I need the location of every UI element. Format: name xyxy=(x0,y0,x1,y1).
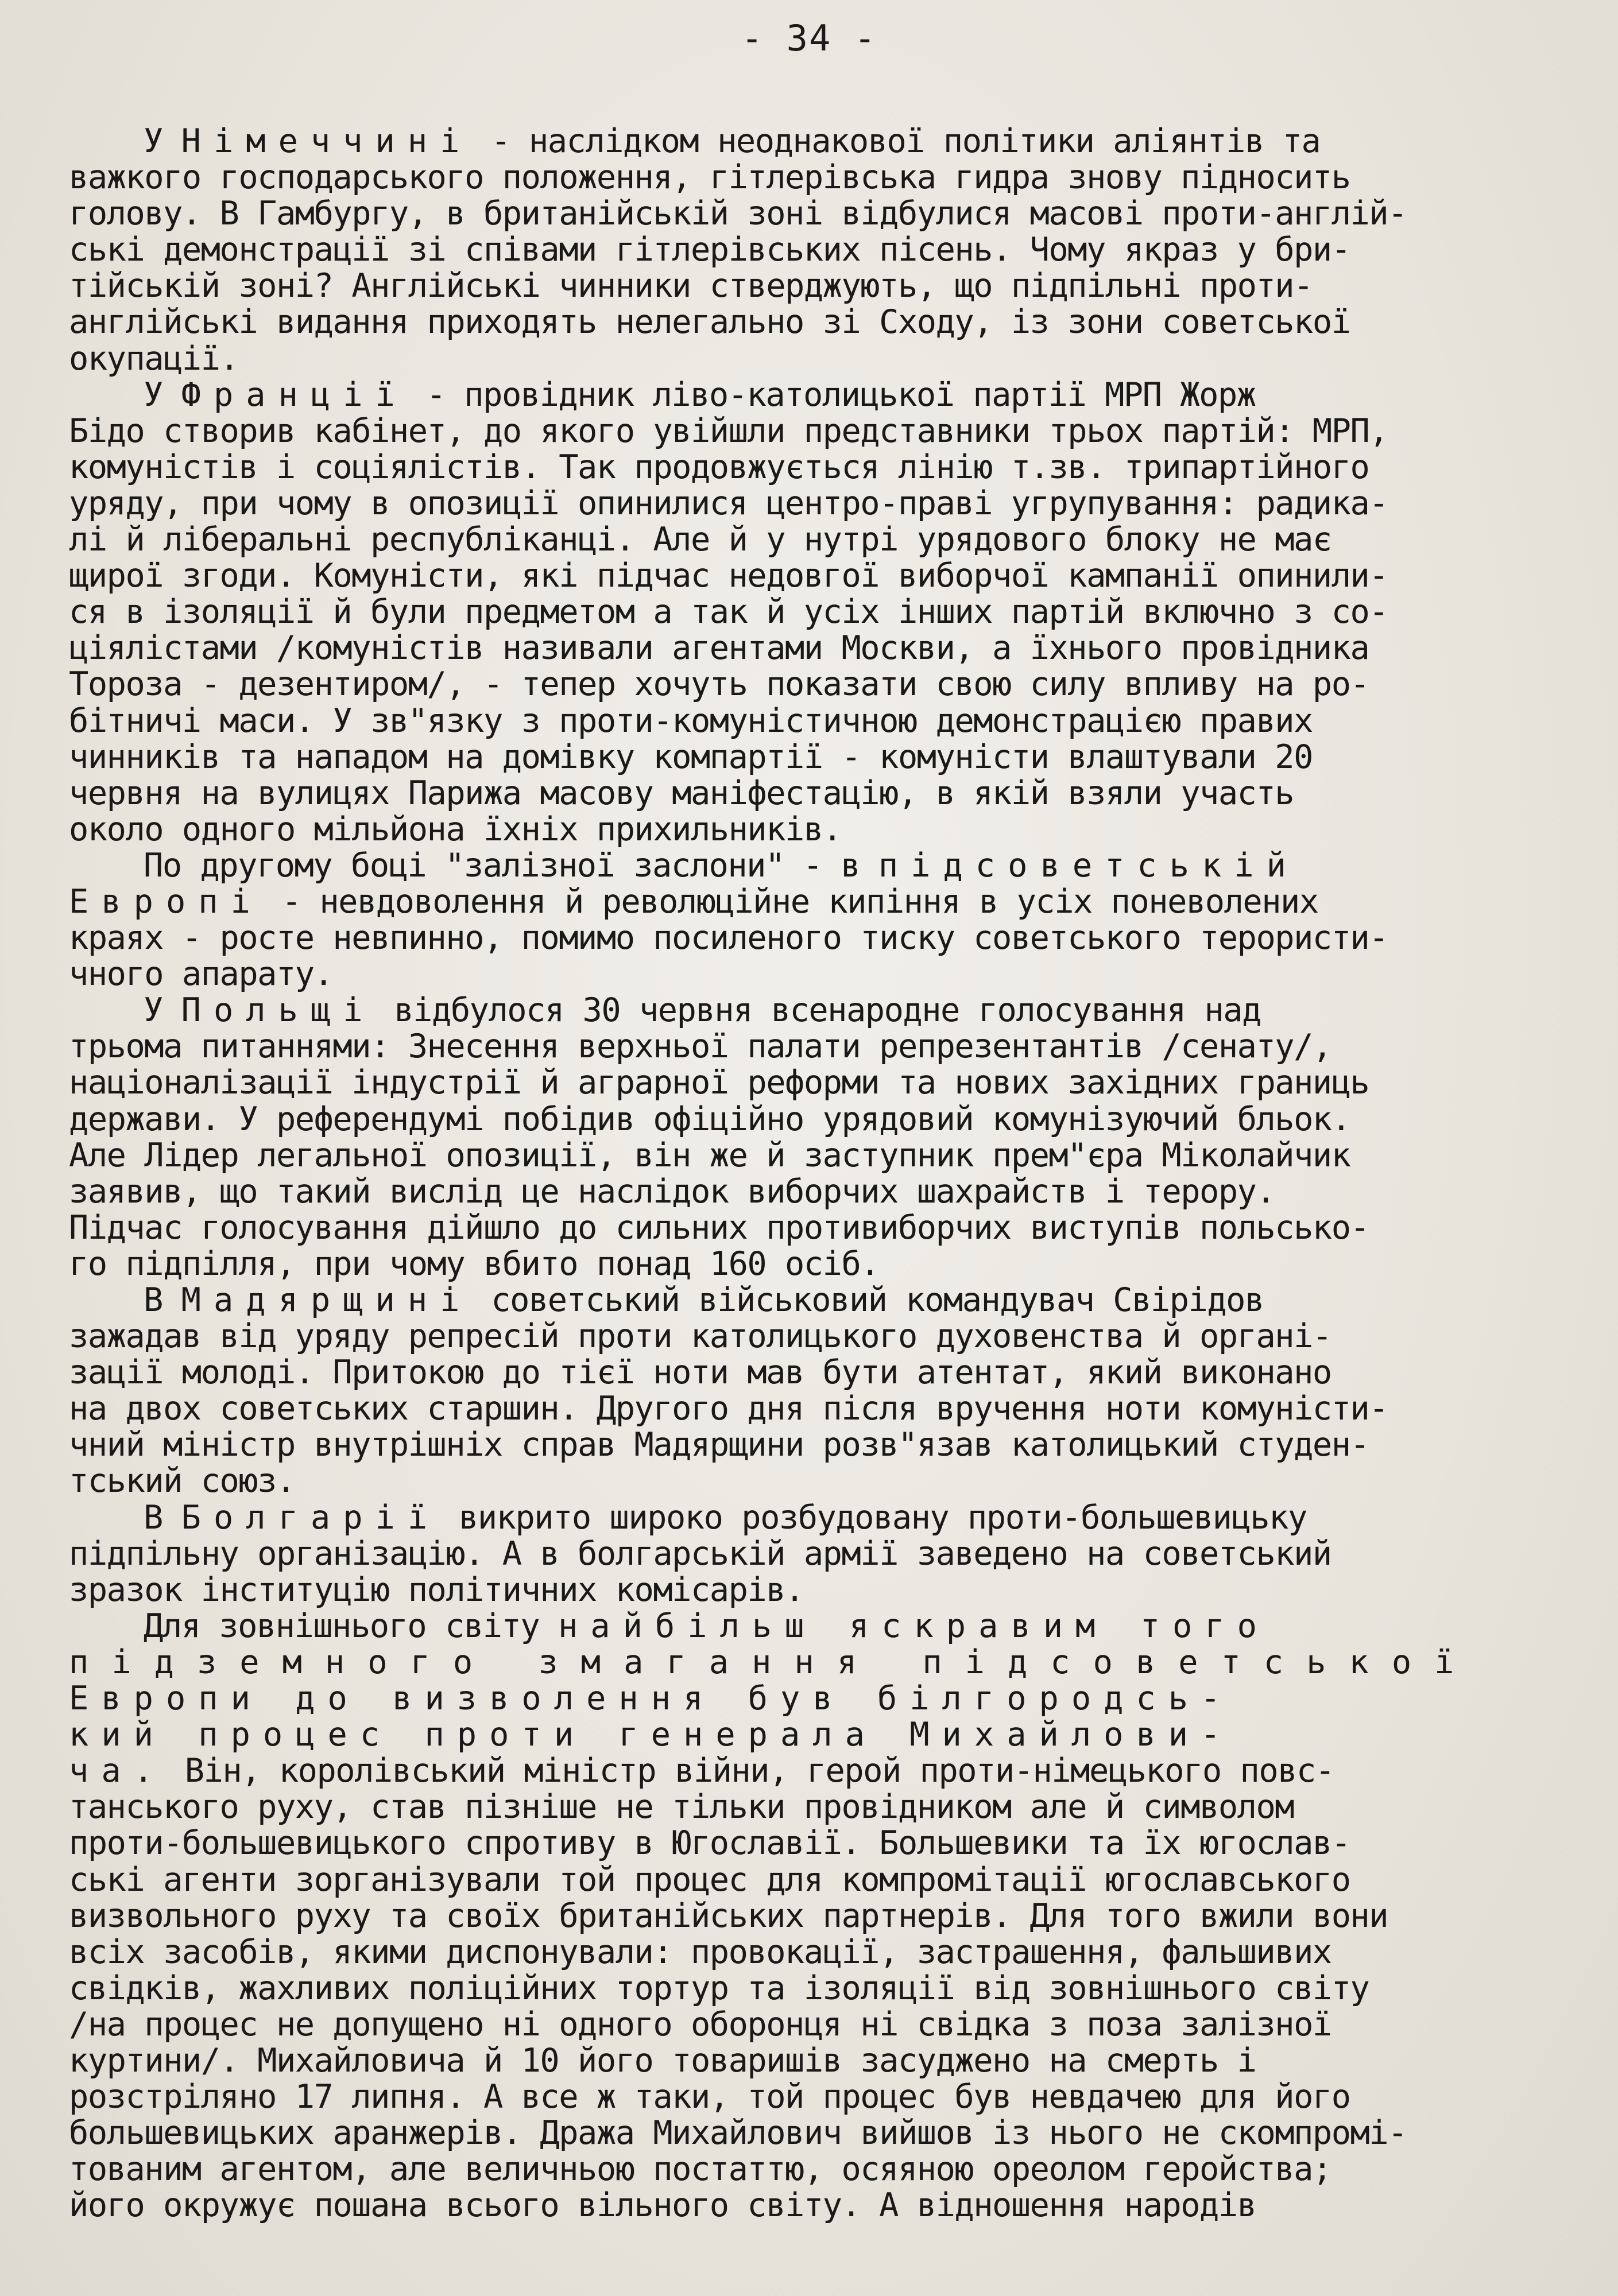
text-run: /на процес не допущено ні одного оборонця ні свідка з поза залізної xyxy=(69,2005,1331,2043)
text-run: тованим агентом, але величньою постаттю, осяяною ореолом геройства; xyxy=(69,2150,1331,2189)
text-line xyxy=(69,2007,1539,2043)
text-run: англійські видання приходять нелегально зі Сходу, із зони советської xyxy=(69,303,1350,342)
text-run: ся в ізоляції й були предметом а так й усіх інших партій включно з со- xyxy=(69,593,1388,631)
paragraph xyxy=(69,1500,1539,1608)
text-line xyxy=(69,1898,1539,1934)
text-run: червня на вулицях Парижа масову маніфестацію, в якій взяли участь xyxy=(69,774,1294,812)
text-line xyxy=(69,2151,1539,2188)
text-run: важкого господарського положення, гітлерівська гидра знову підносить xyxy=(69,158,1350,197)
text-line xyxy=(69,848,1539,884)
text-line xyxy=(69,884,1539,920)
spaced-emphasis: Болгарії xyxy=(181,1498,440,1537)
text-run: Він, королівський міністр війни, герой проти-німецького повс- xyxy=(165,1752,1334,1790)
text-line xyxy=(69,1318,1539,1355)
text-run: зразок інституцію політичних комісарів. xyxy=(69,1570,804,1609)
text-line xyxy=(69,123,1539,160)
text-line xyxy=(69,1391,1539,1427)
text-line xyxy=(69,1825,1539,1861)
spaced-emphasis: Німеччині xyxy=(181,122,473,160)
text-run: Тороза - дезентиром/, - тепер хочуть показати свою силу впливу на ро- xyxy=(69,665,1369,704)
text-run: визвольного руху та своїх британійських партнерів. Для того вжили вони xyxy=(69,1896,1388,1935)
text-run: танського руху, став пізніше не тільки провідником але й символом xyxy=(69,1788,1294,1826)
text-line xyxy=(69,739,1539,775)
text-line xyxy=(69,1500,1539,1536)
spaced-emphasis: Европі xyxy=(69,882,263,921)
spaced-emphasis: Мадярщині xyxy=(181,1281,473,1319)
text-run: відбулося 30 червня всенародне голосування над xyxy=(375,991,1261,1030)
text-line xyxy=(69,630,1539,666)
text-run: зації молоді. Притокою до тієї ноти мав бути атентат, який виконано xyxy=(69,1353,1331,1392)
text-line xyxy=(69,1210,1539,1246)
text-line xyxy=(69,1174,1539,1210)
text-run: голову. В Гамбургу, в британійській зоні відбулися масові проти-англій- xyxy=(69,195,1407,233)
text-run: Але Лідер легальної опозиції, він же й заступник прем"єра Міколайчик xyxy=(69,1136,1350,1174)
text-run: націоналізації індустрії й аграрної реформи та нових західних границь xyxy=(69,1064,1369,1102)
text-run: комуністів і соціялістів. Так продовжується лінію т.зв. трипартійного xyxy=(69,448,1369,486)
text-run: У xyxy=(144,122,181,160)
paragraph xyxy=(69,848,1539,992)
text-run: його окружує пошана всього вільного світу. А відношення народів xyxy=(69,2186,1256,2225)
text-run: советський військовий командувач Свірідов xyxy=(472,1281,1264,1319)
text-run: В xyxy=(144,1498,181,1537)
text-line xyxy=(69,1427,1539,1463)
text-run: чного апарату. xyxy=(69,955,333,994)
text-line xyxy=(69,1102,1539,1138)
text-line xyxy=(69,486,1539,522)
text-line xyxy=(69,1753,1539,1789)
text-line xyxy=(69,449,1539,486)
text-run: Для зовнішнього світу xyxy=(144,1607,558,1645)
text-run: - наслідком неоднакової політики аліянтів та xyxy=(472,122,1321,160)
text-run: ські демонстрації зі співами гітлерівських пісень. Чому якраз у бри- xyxy=(69,231,1350,269)
text-line xyxy=(69,2079,1539,2115)
spaced-emphasis: підземного змагання підсоветської xyxy=(69,1643,1477,1681)
text-run: уряду, при чому в опозиції опинилися центро-праві угрупування: радика- xyxy=(69,484,1388,522)
text-line xyxy=(69,2115,1539,2151)
text-line xyxy=(69,1681,1539,1717)
text-line xyxy=(69,522,1539,558)
text-run: на двох советських старшин. Другого дня після вручення ноти комуністи- xyxy=(69,1390,1388,1428)
text-run: окупації. xyxy=(69,339,239,378)
text-run: свідків, жахливих поліційних тортур та ізоляції від зовнішнього світу xyxy=(69,1969,1369,2007)
spaced-emphasis: найбільш яскравим того xyxy=(558,1607,1269,1645)
text-line xyxy=(69,666,1539,703)
text-run: - невдоволення й революційне кипіння в усіх поневолених xyxy=(262,882,1318,921)
spaced-emphasis: кий процес проти генерала Михайлови- xyxy=(69,1716,1233,1754)
text-run: ські агенти зорганізували той процес для компромітації югославського xyxy=(69,1860,1350,1899)
paragraph xyxy=(69,377,1539,848)
paragraph xyxy=(69,1608,1539,2224)
text-run: лі й ліберальні республіканці. Але й у нутрі урядового блоку не має xyxy=(69,521,1331,559)
text-run: проти-большевицького спротиву в Югославії. Большевики та їх югослав- xyxy=(69,1824,1350,1863)
text-run: чинників та нападом на домівку компартії - комуністи влаштували 20 xyxy=(69,738,1313,776)
text-line xyxy=(69,232,1539,268)
text-run: бітничі маси. У зв"язку з проти-комуністичною демонстрацією правих xyxy=(69,701,1313,740)
text-line xyxy=(69,1536,1539,1572)
text-line xyxy=(69,196,1539,232)
text-line xyxy=(69,1029,1539,1065)
text-run: зажадав від уряду репресій проти католицького духовенства й органі- xyxy=(69,1317,1331,1356)
text-run: го підпілля, при чому вбито понад 160 осіб. xyxy=(69,1244,880,1283)
text-line xyxy=(69,956,1539,992)
text-line xyxy=(69,1282,1539,1318)
text-line xyxy=(69,1355,1539,1391)
text-line xyxy=(69,920,1539,956)
text-run: краях - росте невпинно, помимо посиленого тиску советського терористи- xyxy=(69,919,1388,957)
text-run: розстріляно 17 липня. А все ж таки, той процес був невдачею для його xyxy=(69,2078,1350,2116)
text-line xyxy=(69,594,1539,630)
text-line xyxy=(69,1138,1539,1174)
text-run: куртини/. Михайловича й 10 його товаришів засуджено на смерть і xyxy=(69,2041,1256,2080)
text-run: викрито широко розбудовану проти-большевицьку xyxy=(440,1498,1307,1537)
text-line xyxy=(69,341,1539,377)
text-run: держави. У референдумі побідив офіційно урядовий комунізуючий бльок. xyxy=(69,1100,1350,1138)
body-text xyxy=(69,123,1539,2224)
spaced-emphasis: Европи до визволення був білгородсь- xyxy=(69,1680,1233,1718)
text-line xyxy=(69,703,1539,739)
text-line xyxy=(69,992,1539,1029)
spaced-emphasis: Франції xyxy=(181,375,408,414)
text-run: Підчас голосування дійшло до сильних противиборчих виступів польсько- xyxy=(69,1208,1369,1247)
spaced-emphasis: Польщі xyxy=(181,991,376,1030)
text-run: щирої згоди. Комуністи, які підчас недовгої виборчої кампанії опинили- xyxy=(69,557,1388,595)
text-run: - провідник ліво-католицької партії МРП Жорж xyxy=(407,375,1256,414)
text-run: всіх засобів, якими диспонували: провокації, застрашення, фальшивих xyxy=(69,1933,1331,1971)
text-run: У xyxy=(144,375,181,414)
text-run: тський союз. xyxy=(69,1462,295,1500)
paragraph xyxy=(69,1282,1539,1500)
page-number: - 34 - xyxy=(741,17,877,59)
text-run: тійській зоні? Англійські чинники стверджують, що підпільні проти- xyxy=(69,267,1313,305)
text-line xyxy=(69,413,1539,449)
text-run: У xyxy=(144,991,181,1030)
text-line xyxy=(69,775,1539,812)
text-line xyxy=(69,160,1539,196)
text-run: ціялістами /комуністів називали агентами Москви, а їхнього провідника xyxy=(69,629,1369,668)
spaced-emphasis: підсоветській xyxy=(878,846,1299,885)
text-line xyxy=(69,1246,1539,1282)
text-line xyxy=(69,304,1539,340)
spaced-emphasis: ча. xyxy=(69,1752,166,1790)
text-line xyxy=(69,1645,1539,1681)
text-line xyxy=(69,1934,1539,1971)
text-line xyxy=(69,377,1539,413)
text-run: чний міністр внутрішніх справ Мадярщини розв"язав католицький студен- xyxy=(69,1426,1369,1464)
text-line xyxy=(69,2043,1539,2079)
text-run: большевицьких аранжерів. Дража Михайлович вийшов із нього не скомпромі- xyxy=(69,2114,1407,2152)
text-line xyxy=(69,1608,1539,1645)
text-line xyxy=(69,1789,1539,1825)
text-run: В xyxy=(144,1281,181,1319)
text-line xyxy=(69,1065,1539,1101)
text-line xyxy=(69,1717,1539,1753)
text-run: Бідо створив кабінет, до якого увійшли представники трьох партій: МРП, xyxy=(69,412,1388,450)
text-run: около одного мільйона їхніх прихильників. xyxy=(69,810,842,848)
text-line xyxy=(69,1971,1539,2007)
text-line xyxy=(69,558,1539,594)
paragraph xyxy=(69,123,1539,377)
text-run: заявив, що такий вислід це наслідок виборчих шахрайств і терору. xyxy=(69,1172,1275,1211)
text-line xyxy=(69,1862,1539,1898)
text-run: підпільну організацію. А в болгарській армії заведено на советський xyxy=(69,1534,1331,1573)
text-line xyxy=(69,812,1539,848)
text-run: По другому боці "залізної заслони" - в xyxy=(144,846,878,885)
text-line xyxy=(69,268,1539,304)
text-line xyxy=(69,1463,1539,1499)
paragraph xyxy=(69,992,1539,1282)
text-run: трьома питаннями: Знесення верхньої палати репрезентантів /сенату/, xyxy=(69,1027,1331,1066)
text-line xyxy=(69,1572,1539,1608)
text-line xyxy=(69,2188,1539,2224)
